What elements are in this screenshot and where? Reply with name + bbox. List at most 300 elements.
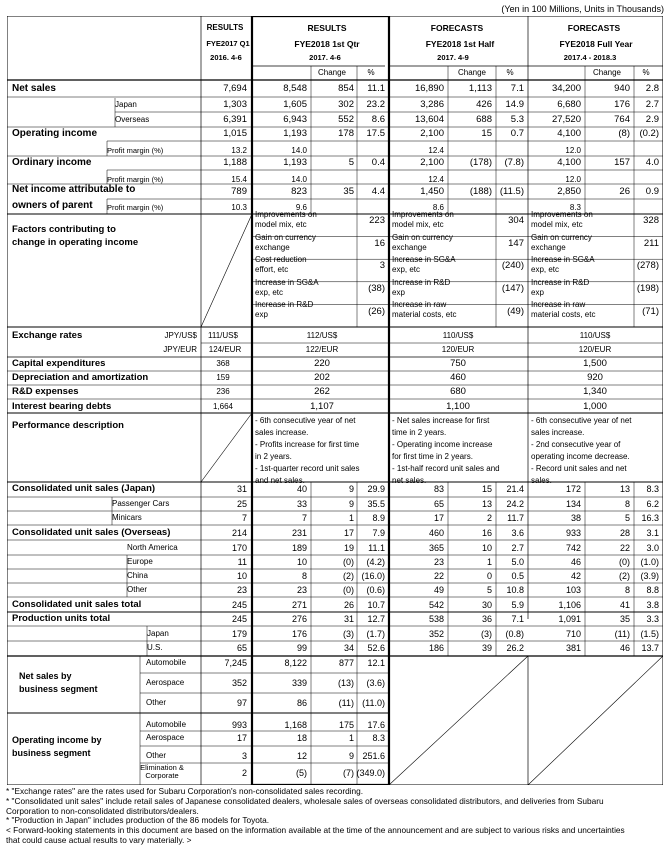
value-a: 236 — [216, 387, 230, 396]
factor-label: Increase in raw — [392, 300, 447, 310]
row-label: Other — [146, 698, 167, 707]
exchange-label: Exchange rates — [12, 330, 83, 342]
factor-value: (240) — [501, 260, 524, 272]
diagonal — [528, 656, 663, 785]
value-i: 940 — [614, 83, 630, 95]
value-g: 7.1 — [511, 613, 524, 624]
header-pct: % — [367, 68, 375, 77]
factor-label: exchange — [392, 242, 427, 252]
exchange-eur-label: JPY/EUR — [163, 345, 197, 354]
value-c: 26 — [343, 599, 354, 610]
value-g: 2.7 — [511, 542, 524, 553]
value-c: 34 — [343, 642, 354, 653]
value-b: 339 — [291, 677, 307, 688]
value-e: 538 — [428, 613, 444, 624]
value-d: 10.7 — [367, 599, 385, 610]
performance-line: for first time in 2 years. — [392, 452, 473, 461]
value-f: 688 — [476, 114, 492, 126]
value-h: 38 — [570, 512, 581, 523]
row-label: Other — [127, 585, 148, 594]
value-a: 159 — [216, 373, 230, 382]
footnote-5: < Forward-looking statements in this document are based on the information available at the time of the announcement and are subject to various risks and uncertainties — [6, 825, 625, 836]
value-a: 1,015 — [223, 128, 247, 140]
value-b: 18 — [296, 732, 307, 743]
value-e: 8.6 — [432, 203, 444, 212]
performance-line: - Record unit sales and net — [531, 464, 627, 473]
value-a: 245 — [231, 599, 247, 610]
exchange-value: 111/US$ — [208, 331, 238, 340]
value-a: 6,391 — [223, 114, 247, 126]
factor-label: exchange — [531, 242, 566, 252]
value-i: 28 — [619, 527, 630, 538]
footnote-2: * "Consolidated unit sales" include retail sales of Japanese consolidated dealers, wholesale sales of overseas consolidated distributors, and deliveries from Subaru — [6, 795, 604, 806]
value-e: 460 — [450, 372, 466, 384]
row-label: Japan — [147, 629, 169, 638]
value-h: 710 — [565, 628, 581, 639]
performance-line: sales increase. — [531, 428, 585, 437]
factor-label: Gain on currency — [531, 232, 592, 242]
footnote-1: * "Exchange rates" are the rates used for Subaru Corporation's non-consolidated sales recording. — [6, 786, 364, 796]
value-i: 157 — [614, 157, 630, 169]
value-d: (4.2) — [366, 556, 385, 567]
value-j: 8.3 — [646, 483, 659, 494]
value-j: 2.7 — [645, 99, 659, 111]
value-f: 30 — [481, 599, 492, 610]
performance-label: Performance description — [12, 420, 124, 432]
value-f: (178) — [469, 157, 492, 169]
row-label: Other — [146, 751, 167, 760]
value-h: 1,000 — [583, 401, 607, 413]
row-label: Production units total — [12, 613, 111, 625]
value-e: 13,604 — [414, 114, 444, 126]
header-results-q1-date: 2016. 4-6 — [210, 53, 242, 63]
value-e: 12.4 — [428, 146, 444, 155]
value-d: 8.6 — [371, 114, 385, 126]
value-c: 9 — [348, 483, 354, 494]
header-forecasts-1st-half: FORECASTS — [430, 22, 484, 33]
diagonal — [201, 413, 252, 482]
factor-value: 211 — [643, 237, 659, 249]
value-d: 29.9 — [367, 483, 385, 494]
value-d: 12.1 — [367, 657, 385, 668]
exchange-value: 124/EUR — [208, 345, 242, 354]
factor-label: exp — [531, 287, 544, 297]
value-d: 23.2 — [366, 99, 385, 111]
factor-label: Increase in R&D — [531, 277, 590, 287]
value-e: 2,100 — [420, 128, 444, 140]
value-b: 7 — [301, 512, 307, 523]
value-d: (3.6) — [366, 677, 385, 688]
factor-value: 328 — [643, 215, 659, 227]
value-c: 302 — [338, 99, 354, 111]
value-a: 352 — [231, 677, 247, 688]
performance-line: - 1st-half record unit sales and — [392, 464, 500, 473]
value-d: 8.3 — [372, 732, 385, 743]
value-b: 9.6 — [295, 203, 307, 212]
factor-label: model mix, etc — [531, 220, 583, 229]
value-h: 1,340 — [583, 386, 607, 398]
factor-label: exp, etc — [392, 265, 421, 275]
row-label: Aerospace — [146, 678, 185, 687]
value-b: 823 — [291, 186, 307, 198]
value-e: 186 — [428, 642, 444, 653]
value-i: (11) — [614, 628, 630, 639]
factor-value: 147 — [508, 237, 524, 249]
value-h: 103 — [565, 584, 581, 595]
value-f: (3) — [481, 628, 492, 639]
segment-sales-label: business segment — [19, 683, 98, 694]
row-label: Capital expenditures — [12, 358, 106, 370]
factor-value: (278) — [636, 260, 659, 272]
value-b: 1,193 — [283, 157, 307, 169]
value-b: 262 — [314, 386, 330, 398]
value-g: 24.2 — [506, 498, 524, 509]
value-b: 33 — [296, 498, 307, 509]
factor-label: Gain on currency — [255, 232, 316, 242]
factor-value: 304 — [508, 215, 524, 227]
value-j: 4.0 — [645, 157, 659, 169]
exchange-value: 120/EUR — [578, 345, 612, 354]
factors-label: change in operating income — [12, 237, 139, 249]
value-i: (0) — [619, 556, 630, 567]
row-label: Corporate — [145, 771, 179, 781]
row-label: Aerospace — [146, 733, 185, 742]
value-g: (0.8) — [505, 628, 524, 639]
value-i: 13 — [619, 483, 630, 494]
value-d: (16.0) — [361, 570, 385, 581]
performance-line: - Net sales increase for first — [392, 416, 490, 425]
value-h: 1,500 — [583, 358, 607, 370]
row-label: Minicars — [112, 513, 142, 522]
value-i: 41 — [619, 599, 630, 610]
value-h: 6,680 — [557, 99, 581, 111]
value-j: 16.3 — [641, 512, 659, 523]
value-c: (3) — [343, 628, 354, 639]
value-a: 25 — [236, 498, 247, 509]
value-f: 0 — [486, 570, 492, 581]
factor-label: exp, etc — [255, 287, 284, 297]
value-e: 22 — [433, 570, 444, 581]
value-h: 4,100 — [557, 157, 581, 169]
value-c: (11) — [338, 697, 354, 708]
value-a: 97 — [236, 697, 247, 708]
value-b: 99 — [296, 642, 307, 653]
row-label: Automobile — [146, 658, 187, 667]
row-label: Consolidated unit sales total — [12, 599, 142, 611]
value-d: 8.9 — [372, 512, 385, 523]
value-d: 11.1 — [368, 542, 385, 553]
performance-line: operating income decrease. — [531, 452, 630, 461]
row-label: Automobile — [146, 720, 187, 729]
value-e: 365 — [428, 542, 444, 553]
value-i: (2) — [619, 570, 630, 581]
value-c: 9 — [348, 750, 354, 761]
value-a: 7 — [241, 512, 247, 523]
value-d: 4.4 — [371, 186, 385, 198]
value-h: 172 — [565, 483, 581, 494]
value-h: 1,106 — [558, 599, 581, 610]
value-h: 12.0 — [565, 146, 581, 155]
value-c: 35 — [343, 186, 354, 198]
header-results-q1-sub: FYE2017 Q1 — [206, 39, 250, 49]
value-a: 13.2 — [231, 146, 247, 155]
header-forecasts-1st-half-date: 2017. 4-9 — [437, 53, 469, 63]
value-c: 5 — [348, 157, 354, 169]
row-label: Net income attributable to — [12, 184, 136, 195]
value-b: 8,122 — [284, 657, 307, 668]
value-e: 3,286 — [420, 99, 444, 111]
row-label: Profit margin (%) — [107, 203, 164, 213]
value-g: (11.5) — [499, 186, 524, 198]
header-change: Change — [592, 68, 622, 77]
value-f: 1,113 — [468, 83, 492, 95]
value-g: 7.1 — [510, 83, 524, 95]
exchange-value: 122/EUR — [305, 345, 339, 354]
value-c: (0) — [343, 556, 354, 567]
value-g: 5.0 — [511, 556, 524, 567]
factor-label: exp — [255, 310, 268, 320]
value-d: (11.0) — [362, 697, 385, 708]
row-label: Japan — [115, 100, 137, 109]
value-i: 8 — [624, 498, 630, 509]
footnote-3: Corporation to non-consolidated distributors/dealers. — [6, 805, 199, 816]
value-g: 5.3 — [510, 114, 524, 126]
value-b: 271 — [291, 599, 307, 610]
value-i: (8) — [618, 128, 630, 140]
value-g: 14.9 — [505, 99, 524, 111]
value-f: 5 — [486, 584, 492, 595]
row-label: Europe — [127, 557, 153, 566]
segment-sales-label: Net sales by — [19, 670, 72, 681]
value-c: (0) — [343, 584, 354, 595]
value-h: 8.3 — [569, 203, 581, 212]
row-label: Depreciation and amortization — [12, 372, 149, 384]
value-g: 21.4 — [506, 483, 524, 494]
row-label: Ordinary income — [12, 157, 92, 168]
factor-label: material costs, etc — [392, 310, 457, 320]
value-a: 1,303 — [223, 99, 247, 111]
value-b: (5) — [296, 767, 307, 778]
performance-line: in 2 years. — [255, 452, 292, 461]
value-e: 12.4 — [428, 175, 444, 184]
header-forecasts-1st-half-sub: FYE2018 1st Half — [425, 38, 495, 49]
value-h: 1,091 — [558, 613, 581, 624]
value-a: 3 — [241, 750, 247, 761]
value-j: 3.1 — [646, 527, 659, 538]
value-j: 13.7 — [641, 642, 659, 653]
value-i: 35 — [619, 613, 630, 624]
value-j: (1.0) — [640, 556, 659, 567]
value-h: 34,200 — [551, 83, 581, 95]
value-b: 14.0 — [291, 146, 307, 155]
header-pct: % — [506, 68, 514, 77]
factor-value: 3 — [379, 260, 385, 272]
value-b: 176 — [291, 628, 307, 639]
value-h: 12.0 — [565, 175, 581, 184]
value-g: 0.5 — [511, 570, 524, 581]
header-forecasts-full-year-date: 2017.4 - 2018.3 — [563, 53, 617, 63]
factor-label: effort, etc — [255, 265, 289, 275]
value-b: 220 — [314, 358, 330, 370]
factor-label: Cost reduction — [255, 255, 307, 265]
value-a: 993 — [231, 719, 247, 730]
diagonal — [201, 214, 252, 327]
row-label: Operating income — [12, 128, 98, 139]
value-c: 175 — [338, 719, 354, 730]
header-results-q1: RESULTS — [206, 23, 244, 32]
value-b: 1,605 — [283, 99, 307, 111]
row-label: R&D expenses — [12, 386, 79, 398]
value-j: 0.9 — [645, 186, 659, 198]
value-j: (1.5) — [640, 628, 659, 639]
factor-label: model mix, etc — [255, 220, 307, 229]
value-h: 4,100 — [557, 128, 581, 140]
exchange-value: 120/EUR — [441, 345, 475, 354]
performance-line: sales increase. — [255, 428, 309, 437]
value-f: 2 — [486, 512, 492, 523]
value-g: 11.7 — [507, 512, 524, 523]
value-h: 27,520 — [551, 114, 581, 126]
value-f: 36 — [481, 613, 492, 624]
value-b: 10 — [296, 556, 307, 567]
factor-value: (38) — [368, 283, 385, 295]
factor-label: Gain on currency — [392, 232, 453, 242]
factors-label: Factors contributing to — [12, 224, 116, 236]
row-label: Overseas — [115, 115, 150, 124]
header-results-1st-qtr-sub: FYE2018 1st Qtr — [294, 38, 360, 49]
value-a: 23 — [236, 584, 247, 595]
value-b: 8 — [301, 570, 307, 581]
value-a: 65 — [236, 642, 247, 653]
value-g: 26.2 — [506, 642, 524, 653]
value-b: 276 — [291, 613, 307, 624]
value-c: 1 — [348, 732, 354, 743]
value-a: 1,188 — [223, 157, 247, 169]
value-g: 10.8 — [506, 584, 524, 595]
value-b: 189 — [291, 542, 307, 553]
performance-line: and net sales. — [255, 476, 305, 485]
factor-value: (147) — [501, 283, 524, 295]
factor-label: Increase in SG&A — [531, 255, 595, 265]
value-a: 15.4 — [231, 175, 247, 184]
performance-line: - 2nd consecutive year of — [531, 440, 621, 449]
value-c: 552 — [338, 114, 354, 126]
header-change: Change — [457, 68, 487, 77]
value-a: 17 — [236, 732, 247, 743]
value-i: 176 — [614, 99, 630, 111]
row-label: China — [127, 571, 148, 580]
value-b: 1,107 — [310, 401, 334, 413]
value-b: 8,548 — [283, 83, 307, 95]
header-forecasts-full-year: FORECASTS — [567, 22, 621, 33]
value-j: 3.0 — [646, 542, 659, 553]
value-e: 542 — [428, 599, 444, 610]
value-c: 17 — [343, 527, 354, 538]
row-label: Passenger Cars — [112, 499, 170, 508]
value-f: 15 — [481, 128, 492, 140]
value-h: 381 — [565, 642, 581, 653]
value-a: 789 — [231, 186, 247, 198]
factor-label: Increase in SG&A — [255, 277, 319, 287]
factor-value: 223 — [369, 215, 385, 227]
performance-line: - Profits increase for first time — [255, 440, 360, 449]
value-h: 134 — [565, 498, 581, 509]
row-label: owners of parent — [12, 200, 93, 211]
value-d: 12.7 — [367, 613, 385, 624]
value-e: 16,890 — [414, 83, 444, 95]
value-f: 15 — [481, 483, 492, 494]
value-j: 2.9 — [645, 114, 659, 126]
row-label: Consolidated unit sales (Overseas) — [12, 527, 171, 539]
value-d: 251.6 — [362, 750, 385, 761]
factor-label: Improvements on — [255, 210, 317, 219]
exchange-value: 112/US$ — [306, 331, 338, 340]
value-h: 2,850 — [557, 186, 581, 198]
value-g: 0.7 — [510, 128, 524, 140]
value-a: 368 — [216, 359, 230, 368]
row-label: Elimination & — [140, 763, 184, 773]
value-f: (188) — [469, 186, 492, 198]
value-b: 23 — [296, 584, 307, 595]
value-f: 426 — [476, 99, 492, 111]
value-e: 49 — [433, 584, 444, 595]
factor-value: (198) — [636, 283, 659, 295]
value-d: (1.7) — [366, 628, 385, 639]
factor-value: 16 — [374, 237, 385, 249]
factor-label: Increase in SG&A — [392, 255, 456, 265]
factor-label: Increase in R&D — [392, 277, 451, 287]
value-e: 1,450 — [420, 186, 444, 198]
value-d: 11.1 — [367, 83, 385, 95]
exchange-usd-label: JPY/US$ — [164, 331, 197, 340]
value-h: 920 — [587, 372, 603, 384]
value-b: 231 — [291, 527, 307, 538]
value-i: 22 — [619, 542, 630, 553]
value-c: (13) — [337, 677, 354, 688]
value-j: 2.8 — [645, 83, 659, 95]
value-c: (7) — [343, 767, 354, 778]
value-c: 19 — [343, 542, 354, 553]
value-c: 1 — [348, 512, 354, 523]
value-h: 742 — [565, 542, 581, 553]
value-e: 17 — [433, 512, 444, 523]
performance-line: - 6th consecutive year of net — [255, 416, 356, 425]
factor-label: material costs, etc — [531, 310, 596, 320]
footnotes — [6, 787, 661, 846]
factor-label: exp — [392, 287, 405, 297]
row-label: Profit margin (%) — [107, 146, 164, 156]
value-e: 680 — [450, 386, 466, 398]
value-e: 65 — [433, 498, 444, 509]
value-e: 460 — [428, 527, 444, 538]
value-i: 26 — [619, 186, 630, 198]
value-f: 39 — [481, 642, 492, 653]
value-b: 40 — [296, 483, 307, 494]
value-e: 83 — [433, 483, 444, 494]
value-j: 6.2 — [646, 498, 659, 509]
value-a: 2 — [241, 767, 247, 778]
value-h: 46 — [570, 556, 581, 567]
factor-value: (26) — [368, 305, 385, 317]
value-d: (349.0) — [356, 767, 385, 778]
value-j: (0.2) — [639, 128, 659, 140]
factor-label: Increase in raw — [531, 300, 586, 310]
diagonal — [389, 656, 528, 785]
segment-income-label: business segment — [12, 747, 91, 758]
factor-value: (49) — [507, 305, 524, 317]
value-e: 23 — [433, 556, 444, 567]
value-a: 7,694 — [223, 83, 247, 95]
